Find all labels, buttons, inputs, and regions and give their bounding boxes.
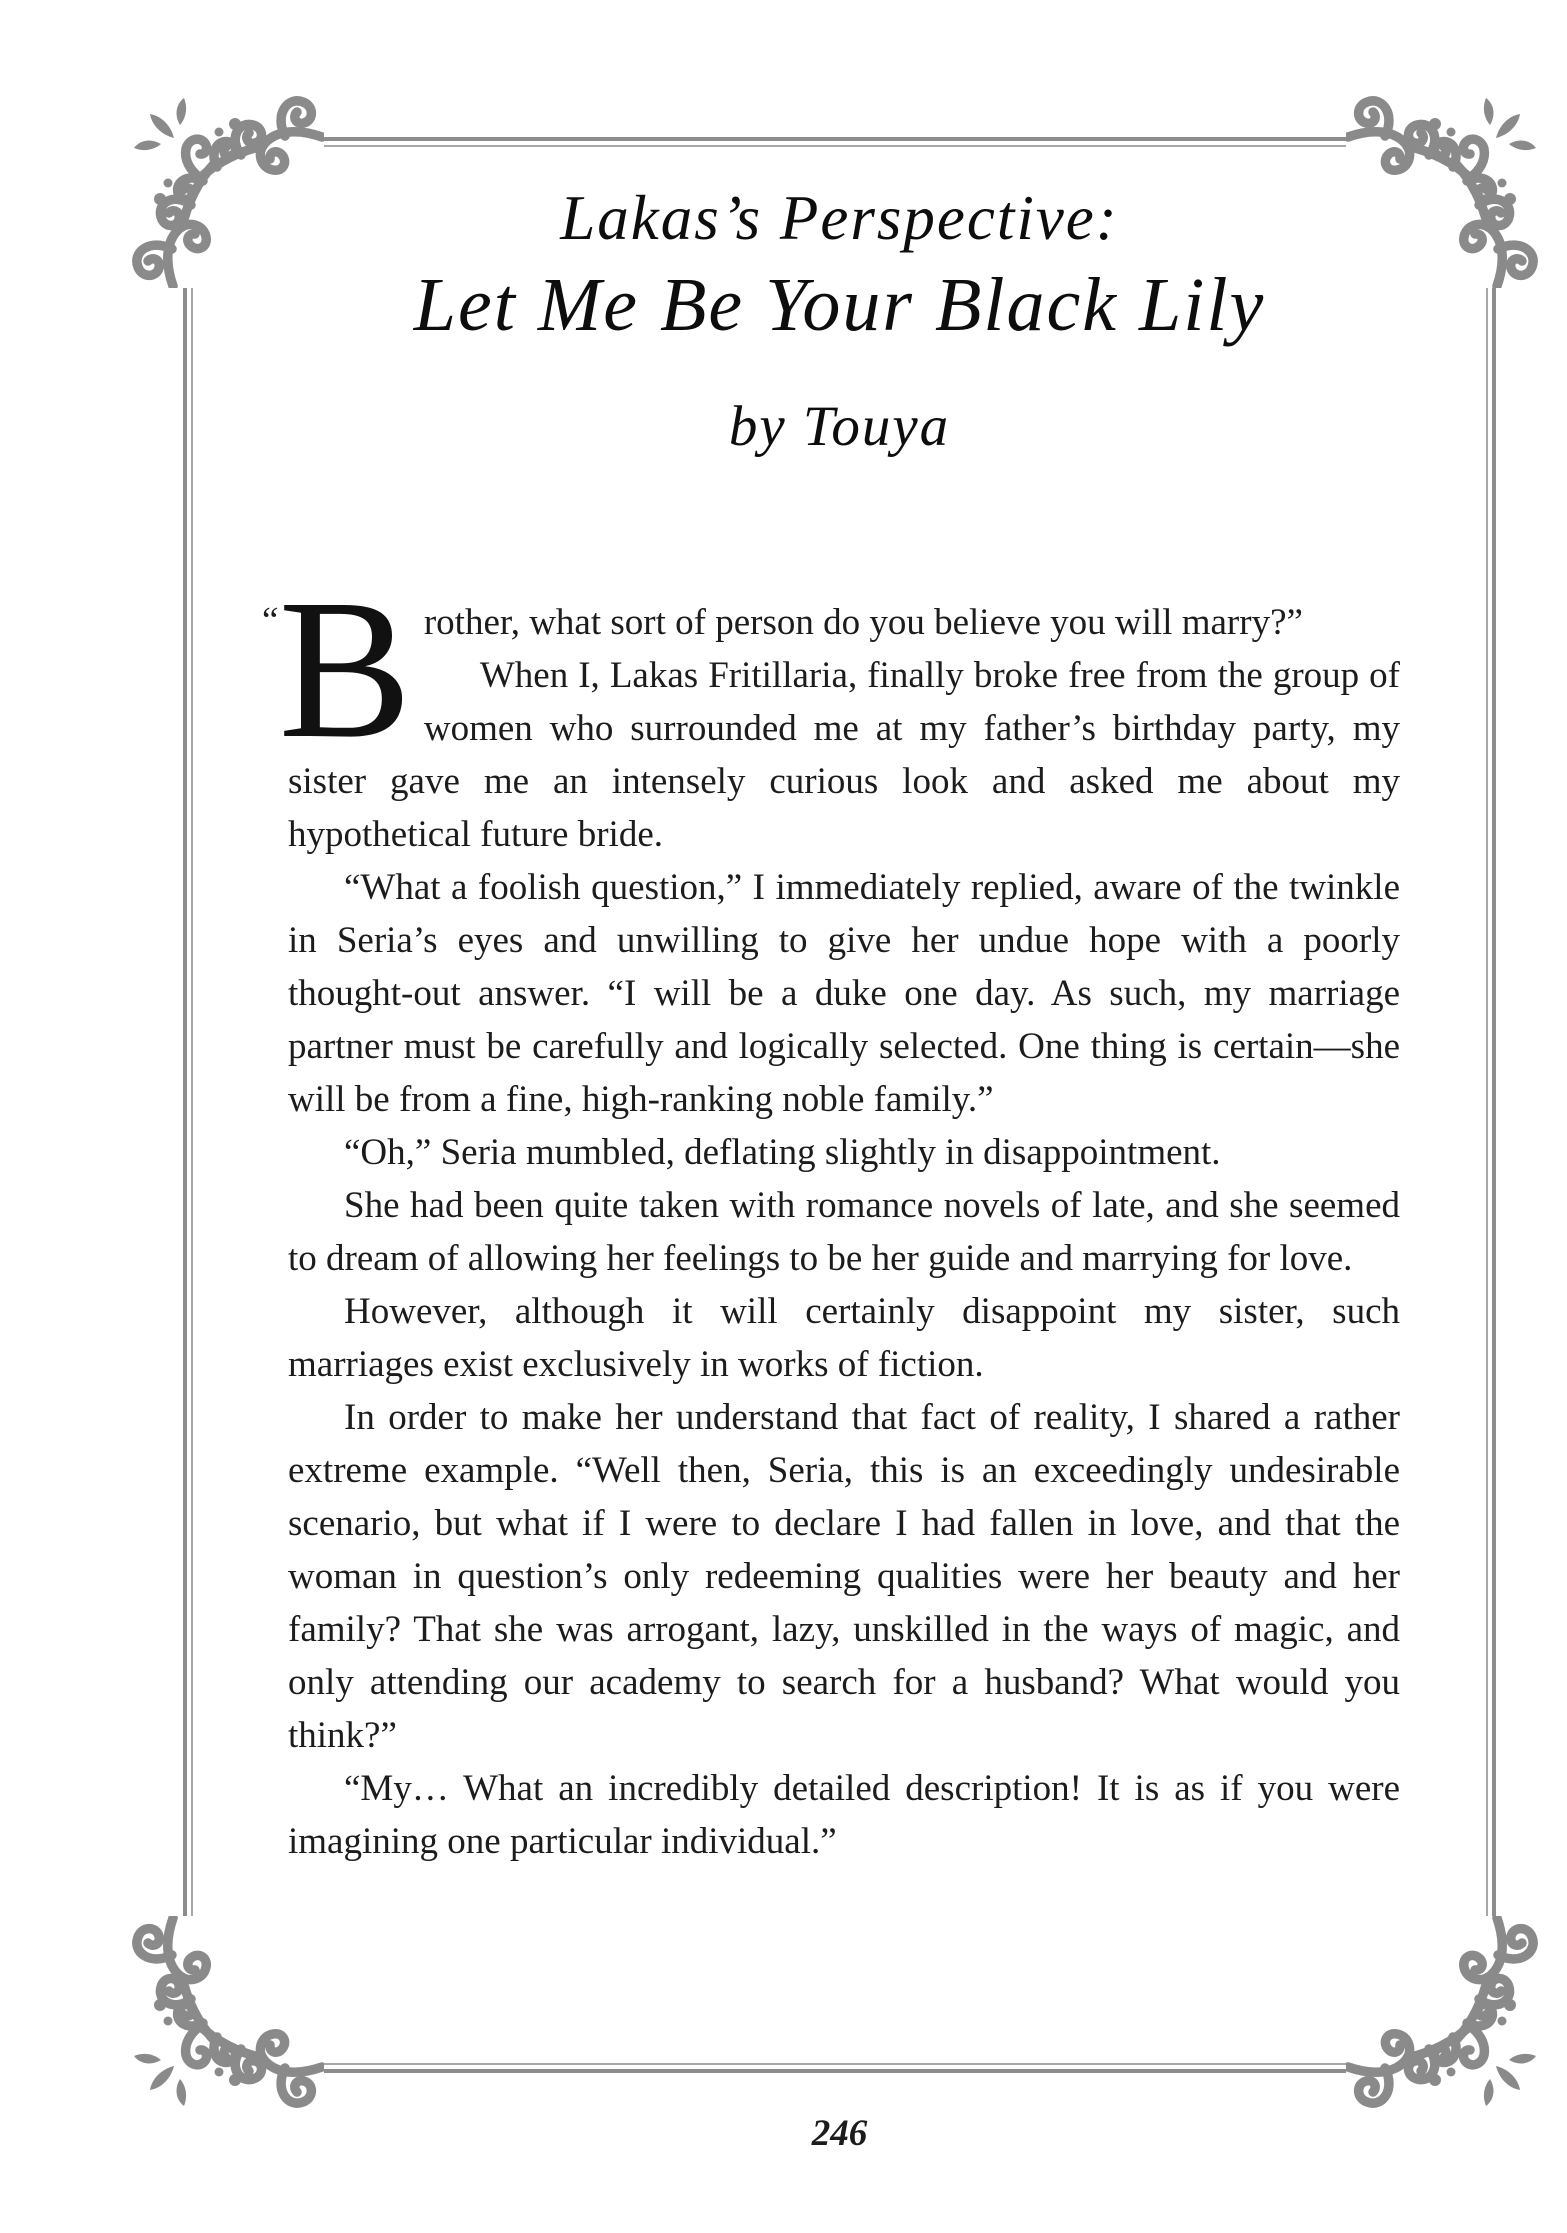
paragraph [288,649,1400,861]
corner-flourish-bottom-right-icon [1346,1916,1556,2126]
dropcap-wrap [262,559,412,780]
paragraph [288,1126,1400,1179]
chapter-byline: by Touya [728,395,951,459]
paragraph-text: She had been quite taken with romance novels of late, and she seemed to dream of allowing her feelings to be her guide and marrying for love. [288,1185,1400,1279]
paragraph-text: rother, what sort of person do you believe you will marry?” [423,602,1303,643]
page-number: 246 [811,2113,868,2154]
dropcap-letter: B [278,559,412,780]
body-text [262,559,1400,1868]
paragraph [288,861,1400,1126]
paragraph-text: “What a foolish question,” I immediately replied, aware of the twinkle in Seria’s eyes and unwilling to give her undue hope with a poorly thought-out answer. “I will be a duke one day. As such, my marriage partner must be carefully and logically selected. One thing is certain—she will be from a fine, high-ranking noble family.” [288,867,1400,1120]
corner-flourish-bottom-left-icon [114,1916,324,2126]
chapter-title-block [183,182,1496,459]
paragraph [288,1391,1400,1762]
paragraph [288,1179,1400,1285]
paragraph-text: “My… What an incredibly detailed description! It is as if you were imagining one particular individual.” [288,1768,1400,1862]
paragraph-text: However, although it will certainly disappoint my sister, such marriages exist exclusively in works of fiction. [288,1291,1400,1385]
paragraph-text: When I, Lakas Fritillaria, finally broke free from the group of women who surrounded me at my father’s birthday party, my sister gave me an intensely curious look and asked me about my hypothetical future bride. [288,655,1400,855]
chapter-title-line2: Let Me Be Your Black Lily [413,263,1266,348]
paragraph-text: “Oh,” Seria mumbled, deflating slightly in disappointment. [344,1132,1221,1173]
opening-quote: “ [262,600,279,641]
paragraph [288,1762,1400,1868]
chapter-title-line1: Lakas’s Perspective: [560,183,1119,253]
paragraph [288,1285,1400,1391]
paragraph-text: In order to make her understand that fact of reality, I shared a rather extreme example. “Well then, Seria, this is an exceedingly undesirable scenario, but what if I were to declare I had fallen in love, and that the woman in question’s only redeeming qualities were her beauty and her family? That she was arrogant, lazy, unskilled in the ways of magic, and only attending our academy to search for a husband? What would you think?” [288,1397,1400,1756]
